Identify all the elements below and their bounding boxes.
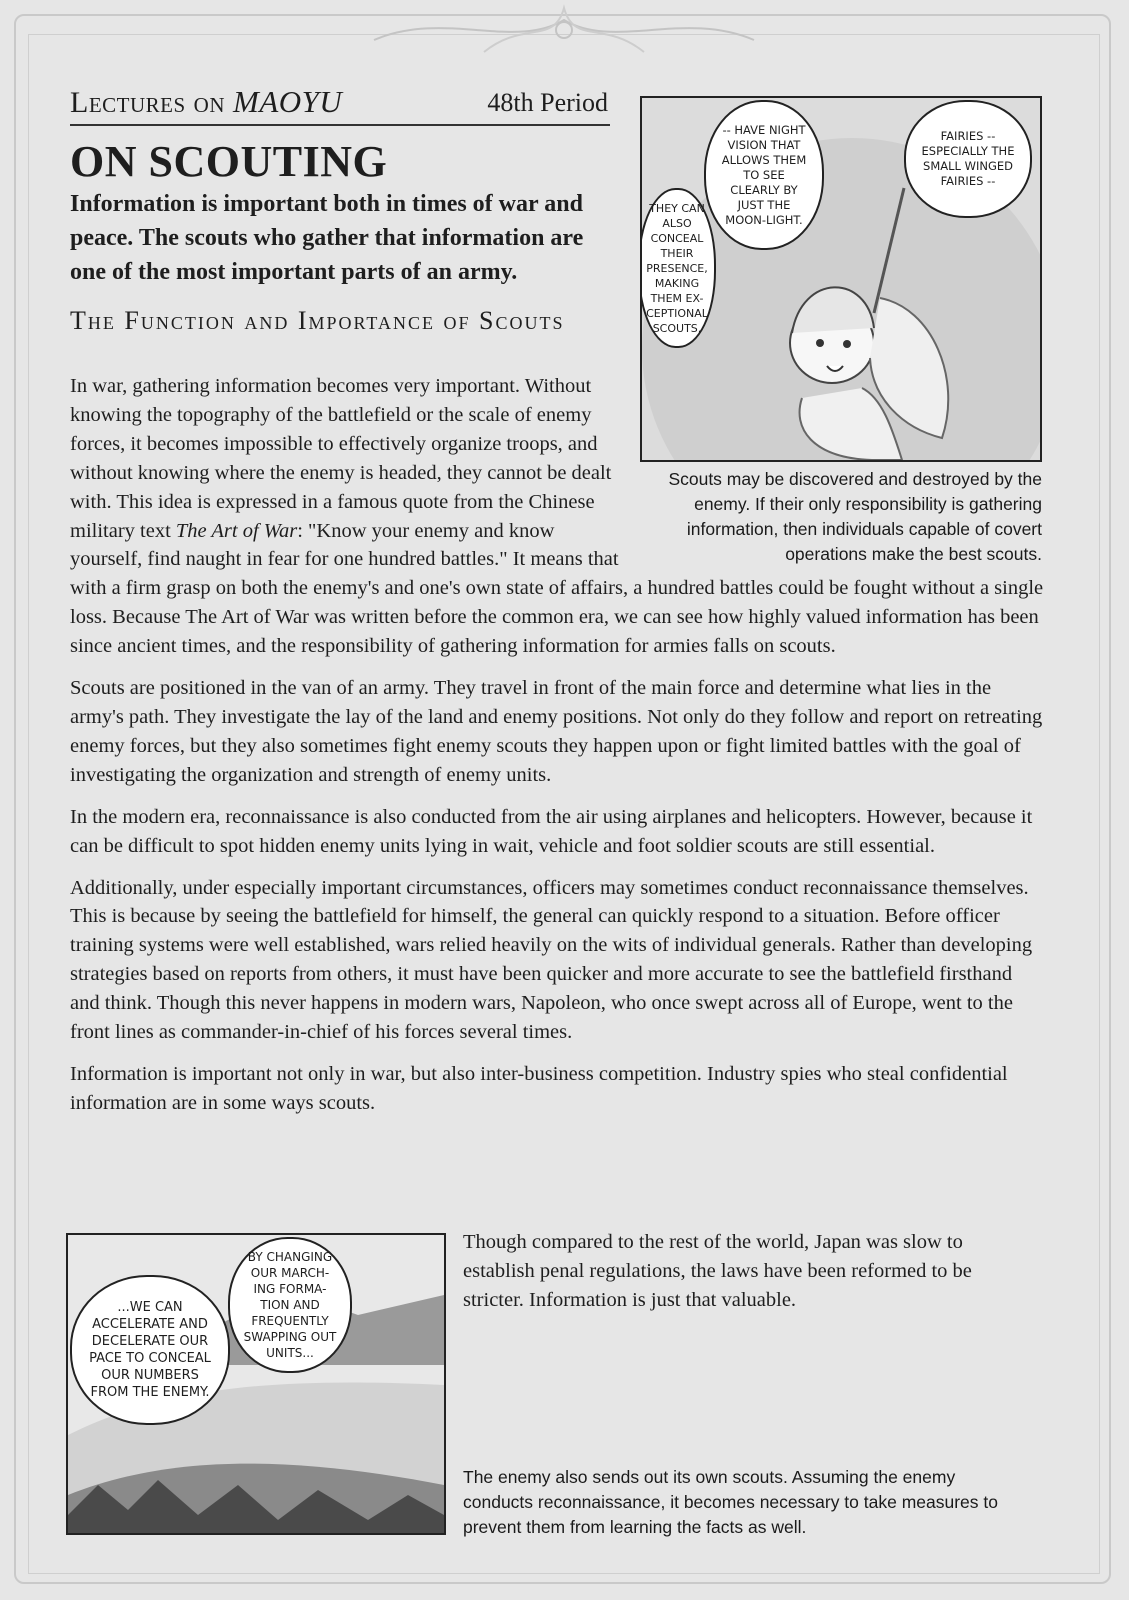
series-title [70,84,342,120]
lead-paragraph: Information is important both in times of war and peace. The scouts who gather that information are one of the most important parts of an army. [70,191,584,285]
speech-bubble-fairies [904,100,1032,218]
series-name: MAOYU [233,84,343,119]
section-heading: The Function and Importance of Scouts [70,306,565,335]
speech-bubble-formation [228,1237,352,1373]
lecture-header [70,84,610,126]
paragraph-1-text-b: : "Know your enemy and know yourself, find naught in fear for one hundred battles." It means that with a firm grasp on both the enemy's and one's own state of affairs, a hundred battles could be fought without a single loss. Because The Art of War was written before the common era, we can see how highly valued information has been since ancient times, and the responsibility of gathering information for armies falls on scouts. [70,519,1044,658]
page-title: ON SCOUTING [70,137,388,186]
speech-bubble-conceal [640,188,716,348]
paragraph-4: Additionally, under especially important circumstances, officers may sometimes conduct reconnaissance themselves. This is because by seeing the battlefield for himself, the general can quickly respond to a situation. Before officer training systems were well established, wars relied heavily on the wits of individual generals. Rather than developing strategies based on reports from others, it must have been quicker and more accurate to see the battlefield firsthand and think. Though this never happens in modern wars, Napoleon, who once swept across all of Europe, went to the front lines as commander-in-chief of his forces several times. [70,876,1033,1044]
speech-text-pace: ...WE CAN ACCELERATE AND DECELERATE OUR PACE TO CONCEAL OUR NUMBERS FROM THE ENEMY. [89,1300,211,1400]
ornament-flourish [364,0,764,58]
speech-text-night-vision: -- HAVE NIGHT VISION THAT ALLOWS THEM TO SEE CLEARLY BY JUST THE MOON-LIGHT. [721,122,807,227]
speech-bubble-night-vision [704,100,824,250]
paragraph-5: Information is important not only in war, but also inter-business competition. Industry spies who steal confidential information are in some ways scouts. [70,1062,1008,1114]
period-label: 48th Period [487,88,608,117]
paragraph-1-text-a: In war, gathering information becomes very important. Without knowing the topography of the battlefield or the scale of enemy forces, it becomes impossible to effectively organize troops, and without knowing where the enemy is headed, they cannot be dealt with. This idea is expressed in a famous quote from the Chinese military text [70,375,612,542]
speech-text-formation: BY CHANGING OUR MARCH-ING FORMA-TION AND FREQUENTLY SWAPPING OUT UNITS... [243,1250,337,1360]
manga-panel-landscape [66,1233,446,1535]
caption-landscape-panel: The enemy also sends out its own scouts. Assuming the enemy conducts reconnaissance, it becomes necessary to take measures to prevent them from learning the facts as well. [463,1467,998,1537]
paragraph-2: Scouts are positioned in the van of an army. They travel in front of the main force and determine what lies in the army's path. They investigate the lay of the land and enemy positions. Not only do they follow and report on retreating enemy forces, but they also sometimes fight enemy scouts they happen upon or fight limited battles with the goal of investigating the organization and strength of enemy units. [70,677,1043,786]
manga-panel-fairy [640,96,1042,462]
book-title: The Art of War [175,519,298,542]
speech-bubble-pace [70,1275,230,1425]
paragraph-6: Though compared to the rest of the world, Japan was slow to establish penal regulations, the laws have been reformed to be stricter. Information is just that valuable. [463,1231,972,1311]
caption-fairy-panel: Scouts may be discovered and destroyed by the enemy. If their only responsibility is gathering information, then individuals capable of covert operations make the best scouts. [668,469,1042,564]
paragraph-3: In the modern era, reconnaissance is also conducted from the air using airplanes and helicopters. However, because it can be difficult to spot hidden enemy units lying in wait, vehicle and foot soldier scouts are still essential. [70,805,1033,857]
series-prefix: Lectures on [70,86,233,119]
speech-text-conceal: THEY CAN ALSO CONCEAL THEIR PRESENCE, MAKING THEM EX-CEPTIONAL SCOUTS. [646,201,708,335]
speech-text-fairies: FAIRIES -- ESPECIALLY THE SMALL WINGED FAIRIES -- [921,129,1015,188]
